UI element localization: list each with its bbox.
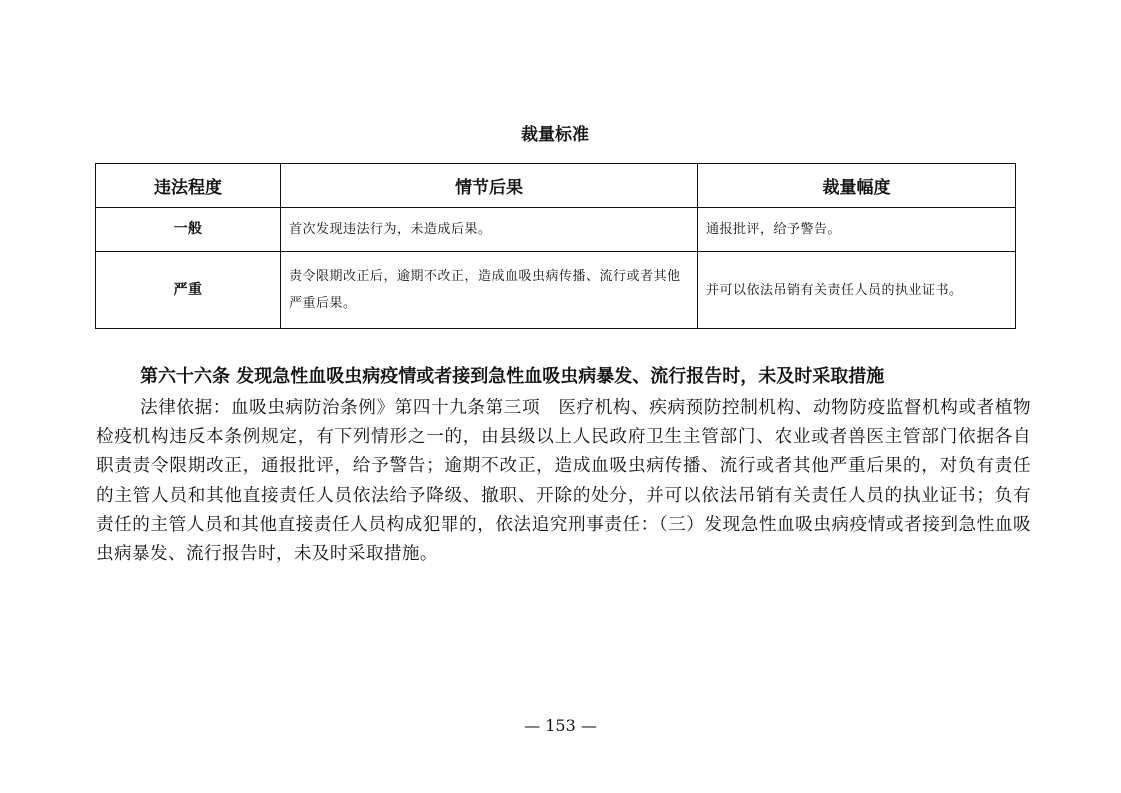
cell-level: 一般 bbox=[96, 208, 281, 252]
header-penalty-range: 裁量幅度 bbox=[698, 164, 1016, 208]
table-row bbox=[96, 208, 1016, 252]
article-body: 法律依据：血吸虫病防治条例》第四十九条第三项 医疗机构、疾病预防控制机构、动物防疫监督机构或者植物检疫机构违反本条例规定，有下列情形之一的，由县级以上人民政府卫生主管部门、农业或者兽医主管部门依据各自职责责令限期改正，通报批评，给予警告；逾期不改正，造成血吸虫病传播、流行或者其他严重后果的，对负有责任的主管人员和其他直接责任人员依法给予降级、撤职、开除的处分，并可以依法吊销有关责任人员的执业证书；负有责任的主管人员和其他直接责任人员构成犯罪的，依法追究刑事责任：（三）发现急性血吸虫病疫情或者接到急性血吸虫病暴发、流行报告时，未及时采取措施。 bbox=[96, 398, 1031, 565]
table-row bbox=[96, 252, 1016, 329]
cell-circumstance: 责令限期改正后，逾期不改正，造成血吸虫病传播、流行或者其他严重后果。 bbox=[281, 252, 698, 329]
article-heading: 第六十六条 发现急性血吸虫病疫情或者接到急性血吸虫病暴发、流行报告时，未及时采取措施 bbox=[140, 366, 885, 387]
header-violation-degree: 违法程度 bbox=[96, 164, 281, 208]
discretion-standard-table bbox=[95, 163, 1016, 329]
header-circumstance: 情节后果 bbox=[281, 164, 698, 208]
table-title: 裁量标准 bbox=[521, 125, 589, 145]
cell-level: 严重 bbox=[96, 252, 281, 329]
cell-penalty: 通报批评，给予警告。 bbox=[698, 208, 1016, 252]
table-header-row bbox=[96, 164, 1016, 208]
cell-circumstance: 首次发现违法行为，未造成后果。 bbox=[281, 208, 698, 252]
page-number: — 153 — bbox=[524, 716, 597, 735]
cell-penalty: 并可以依法吊销有关责任人员的执业证书。 bbox=[698, 252, 1016, 329]
